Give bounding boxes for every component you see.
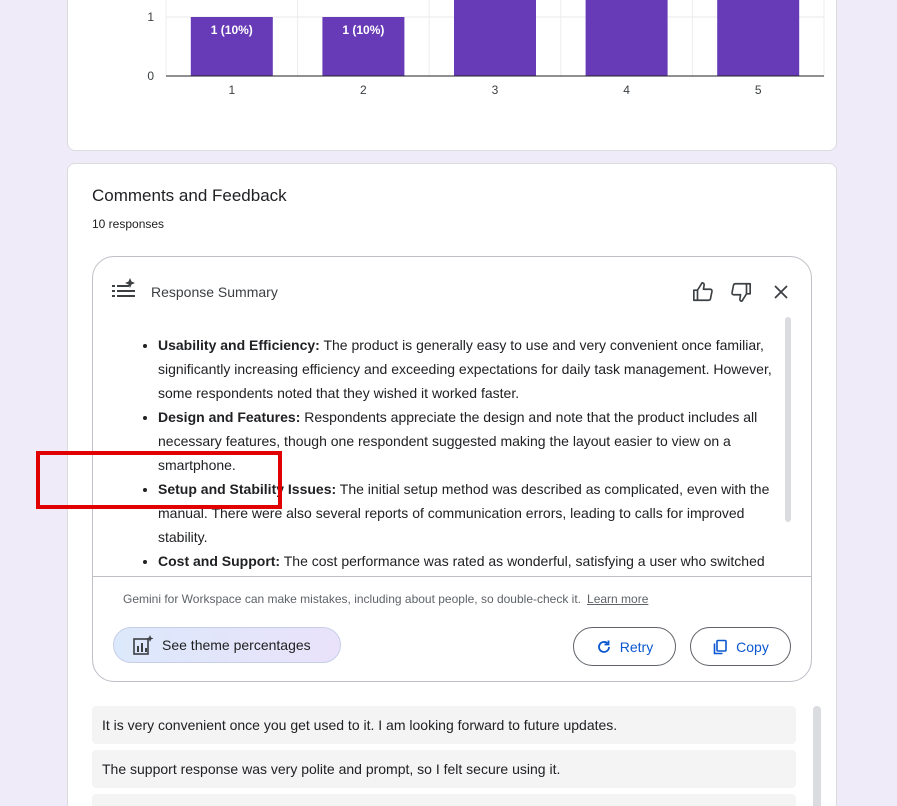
response-summary-panel	[92, 256, 812, 682]
retry-label: Retry	[619, 638, 654, 655]
summary-list	[158, 333, 773, 573]
summary-item-heading: Usability and Efficiency:	[158, 337, 320, 353]
summary-item-text: Respondents appreciate the design and note that the product includes all necessary features, though one respondent suggested making the layout easier to view on a smartphone.	[158, 409, 758, 473]
x-tick-label: 5	[754, 83, 762, 97]
summary-item	[158, 405, 773, 477]
summary-title: Response Summary	[151, 284, 278, 300]
summary-item	[158, 477, 773, 549]
summary-item	[158, 549, 773, 573]
response-item	[92, 794, 796, 806]
bar	[454, 0, 536, 76]
response-item: It is very convenient once you get used to it. I am looking forward to future updates.	[92, 706, 796, 744]
x-tick-label: 3	[491, 83, 499, 97]
summary-item-text: The initial setup method was described as complicated, even with the manual. There were also several reports of communication errors, leading to calls for improved stability.	[158, 481, 770, 545]
x-tick-label: 4	[623, 83, 630, 97]
summary-item-text: The cost performance was rated as wonderful, satisfying a user who switched	[280, 553, 765, 569]
thumbs-up-icon[interactable]	[690, 279, 716, 305]
disclaimer-label: Gemini for Workspace can make mistakes, including about people, so double-check it.	[123, 592, 582, 606]
y-tick-label: 0	[147, 69, 154, 83]
response-item: The support response was very polite and prompt, so I felt secure using it.	[92, 750, 796, 788]
question-title: Comments and Feedback	[92, 186, 287, 205]
rating-bar-chart	[68, 0, 838, 152]
comments-card	[67, 163, 837, 806]
summary-content	[93, 317, 793, 576]
responses-scrollbar[interactable]	[813, 706, 821, 806]
copy-icon	[712, 639, 728, 655]
copy-label: Copy	[736, 638, 769, 655]
copy-button[interactable]	[690, 627, 791, 666]
learn-more-link[interactable]: Learn more	[587, 592, 649, 606]
response-count: 10 responses	[92, 217, 165, 231]
thumbs-down-icon[interactable]	[728, 279, 754, 305]
disclaimer-text	[123, 592, 648, 606]
bar	[586, 0, 668, 76]
chart-sparkle-icon	[132, 634, 154, 656]
summary-sparkle-icon	[111, 277, 137, 303]
summary-header	[93, 257, 811, 317]
retry-button[interactable]	[573, 627, 676, 666]
bar-data-label: 1 (10%)	[210, 23, 253, 37]
summary-item-text: The product is generally easy to use and very convenient once familiar, significantly increasing efficiency and exceeding expectations for daily task management. However, some respondents noted that they wished it worked faster.	[158, 337, 772, 401]
summary-item-heading: Design and Features:	[158, 409, 301, 425]
theme-button-label: See theme percentages	[162, 637, 311, 653]
rating-chart-card	[67, 0, 837, 151]
summary-scrollbar[interactable]	[785, 317, 791, 522]
bar-data-label: 1 (10%)	[342, 23, 385, 37]
see-theme-percentages-button[interactable]	[113, 627, 341, 663]
y-tick-label: 1	[147, 10, 154, 24]
x-tick-label: 1	[228, 83, 236, 97]
close-icon[interactable]	[768, 279, 794, 305]
refresh-icon	[596, 639, 612, 655]
summary-item-heading: Cost and Support:	[158, 553, 281, 569]
x-tick-label: 2	[360, 83, 367, 97]
summary-item-heading: Setup and Stability Issues:	[158, 481, 337, 497]
divider	[93, 576, 811, 577]
bar	[717, 0, 799, 76]
summary-item	[158, 333, 773, 405]
